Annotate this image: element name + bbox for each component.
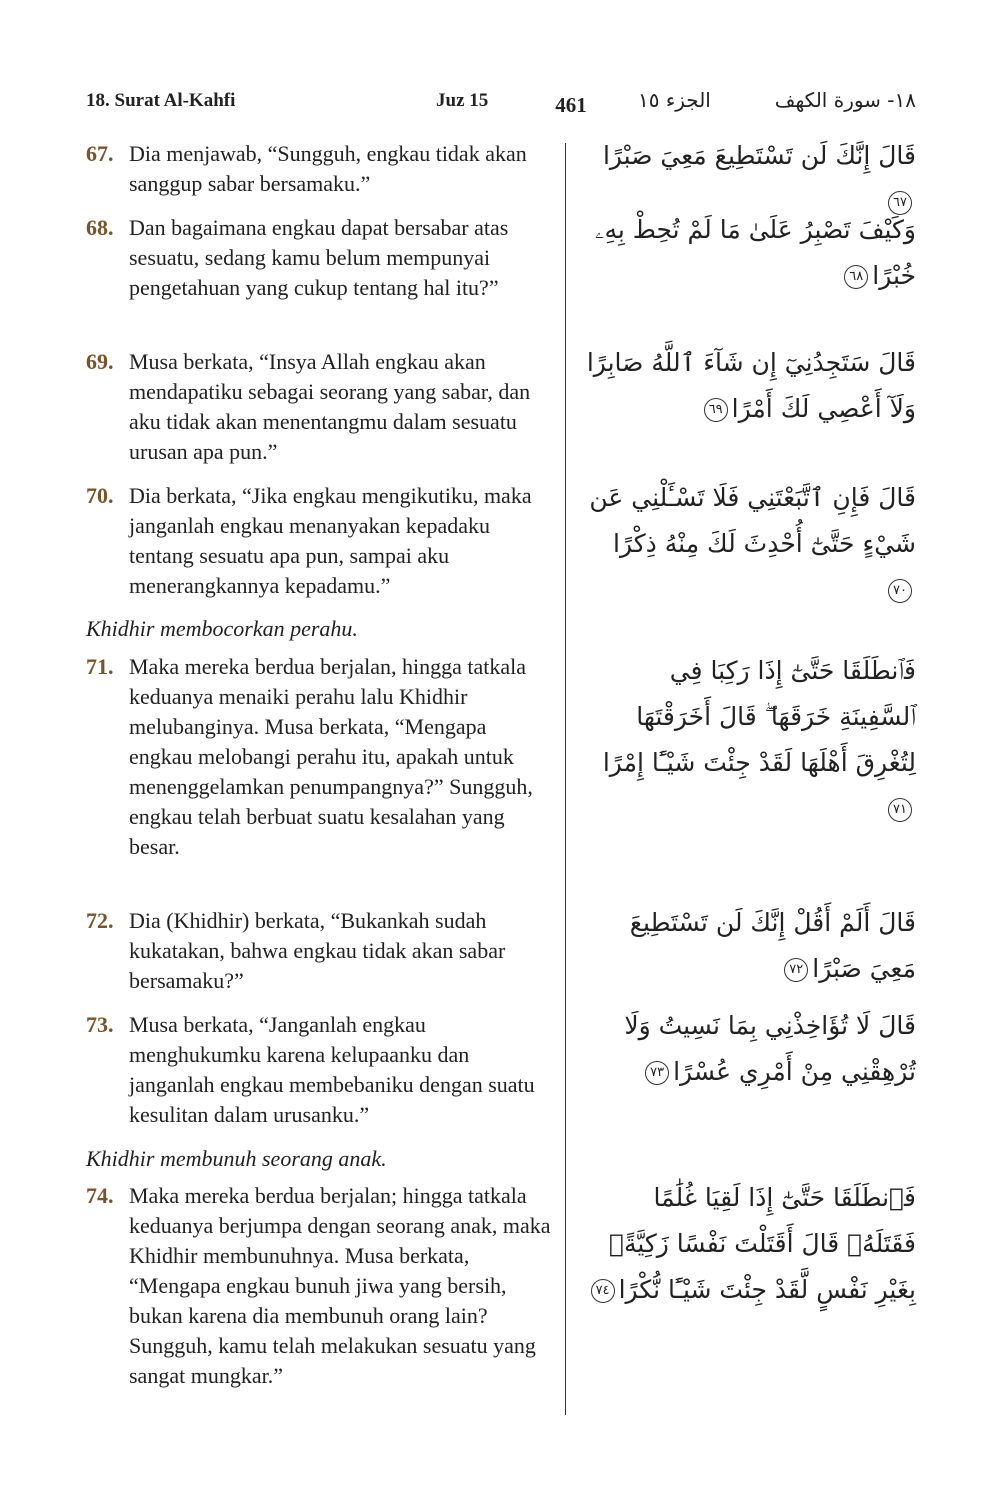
verse-arabic-74 (586, 1175, 916, 1313)
arabic-text: قَالَ أَلَمْ أَقُلْ إِنَّكَ لَن تَسْتَطِيعَ مَعِيَ صَبْرًا (629, 908, 916, 983)
verse-arabic-72 (586, 900, 916, 992)
verse-translation-67: Dia menjawab, “Sungguh, engkau tidak akan sanggup sabar bersamaku.” (129, 141, 527, 196)
verse-number-72: 72. (86, 908, 114, 933)
verse-arabic-69 (586, 340, 916, 432)
ayah-marker: ٧١ (888, 798, 912, 822)
ayah-marker: ٧٤ (591, 1279, 615, 1303)
verse-number-69: 69. (86, 349, 114, 374)
arabic-text: وَكَيْفَ تَصْبِرُ عَلَىٰ مَا لَمْ تُحِطْ بِهِۦ خُبْرًا (594, 215, 916, 290)
ayah-marker: ٦٨ (844, 265, 868, 289)
verse-number-70: 70. (86, 483, 114, 508)
ayah-marker: ٧٣ (645, 1061, 669, 1085)
verse-translation-68: Dan bagaimana engkau dapat bersabar atas sesuatu, sedang kamu belum mempunyai pengetahuan yang cukup tentang hal itu?” (129, 215, 509, 300)
surah-title-arabic: ١٨- سورة الكهف (774, 88, 916, 112)
verse-translation-72: Dia (Khidhir) berkata, “Bukankah sudah kukatakan, bahwa engkau tidak akan sabar bersamaku?” (129, 908, 506, 993)
ayah-marker: ٧٢ (784, 958, 808, 982)
verse-number-74: 74. (86, 1183, 114, 1208)
verse-number-73: 73. (86, 1012, 114, 1037)
ayah-marker: ٦٩ (704, 398, 728, 422)
arabic-text: قَالَ فَإِنِ ٱتَّبَعْتَنِي فَلَا تَسْـَٔلْنِي عَن شَيْءٍ حَتَّىٰٓ أُحْدِثَ لَكَ مِنْهُ ذِكْرًا (589, 483, 916, 558)
verse-translation-73: Musa berkata, “Janganlah engkau menghukumku karena kelupaanku dan janganlah engkau membebaniku dengan suatu kesulitan dalam urusanku.” (129, 1012, 535, 1127)
verse-translation-74: Maka mereka berdua berjalan; hingga tatkala keduanya berjumpa dengan seorang anak, maka Khidhir membunuhnya. Musa berkata, “Mengapa engkau bunuh jiwa yang bersih, bukan karena dia membunuh orang lain? Sungguh, kamu telah melakukan sesuatu yang sangat mungkar.” (129, 1183, 551, 1388)
verse-number-71: 71. (86, 654, 114, 679)
juz-label-arabic: الجزء ١٥ (638, 88, 711, 112)
verse-translation-70: Dia berkata, “Jika engkau mengikutiku, maka janganlah engkau menanyakan kepadaku tentang sesuatu apa pun, sampai aku menerangkannya kepadamu.” (129, 483, 532, 598)
verse-arabic-73 (586, 1003, 916, 1095)
column-divider (565, 143, 566, 1415)
arabic-text: قَالَ لَا تُؤَاخِذْنِي بِمَا نَسِيتُ وَلَا تُرْهِقْنِي مِنْ أَمْرِي عُسْرًا (624, 1011, 916, 1086)
verse-arabic-68 (586, 207, 916, 299)
section-heading: Khidhir membocorkan perahu. (86, 616, 358, 641)
ayah-marker: ٧٠ (888, 579, 912, 603)
verse-translation-69: Musa berkata, “Insya Allah engkau akan mendapatiku sebagai seorang yang sabar, dan aku tidak akan menentangmu dalam sesuatu urusan apa pun.” (129, 349, 531, 464)
verse-arabic-70 (586, 475, 916, 613)
verse-arabic-71 (586, 648, 916, 832)
page-number: 461 (555, 93, 587, 117)
section-heading: Khidhir membunuh seorang anak. (86, 1146, 387, 1171)
arabic-text: فَٱنطَلَقَا حَتَّىٰٓ إِذَا لَقِيَا غُلَٰمًا فَقَتَلَهُۥ قَالَ أَقَتَلْتَ نَفْسًا زَكِيَّةًۢ بِغَيْرِ نَفْسٍ لَّقَدْ جِئْتَ شَيْـًٔا نُّكْرًا (608, 1183, 916, 1304)
ayah-marker: ٦٧ (888, 191, 912, 215)
page-header (86, 88, 916, 128)
verse-number-67: 67. (86, 141, 114, 166)
arabic-text: قَالَ إِنَّكَ لَن تَسْتَطِيعَ مَعِيَ صَبْرًا (602, 141, 916, 170)
verse-number-68: 68. (86, 215, 114, 240)
arabic-text: فَٱنطَلَقَا حَتَّىٰٓ إِذَا رَكِبَا فِي ٱلسَّفِينَةِ خَرَقَهَا ۖ قَالَ أَخَرَقْتَهَا لِتُغْرِقَ أَهْلَهَا لَقَدْ جِئْتَ شَيْـًٔا إِمْرًا (602, 656, 916, 777)
verse-translation-71: Maka mereka berdua berjalan, hingga tatkala keduanya menaiki perahu lalu Khidhir melubanginya. Musa berkata, “Mengapa engkau melobangi perahu itu, apakah untuk menenggelamkan penumpangnya?” Sungguh, engkau telah berbuat suatu kesalahan yang besar. (129, 654, 533, 859)
juz-label: Juz 15 (436, 90, 489, 111)
arabic-text: قَالَ سَتَجِدُنِيٓ إِن شَآءَ ٱللَّهُ صَابِرًا وَلَآ أَعْصِي لَكَ أَمْرًا (586, 348, 916, 423)
surah-title: 18. Surat Al-Kahfi (86, 90, 236, 111)
